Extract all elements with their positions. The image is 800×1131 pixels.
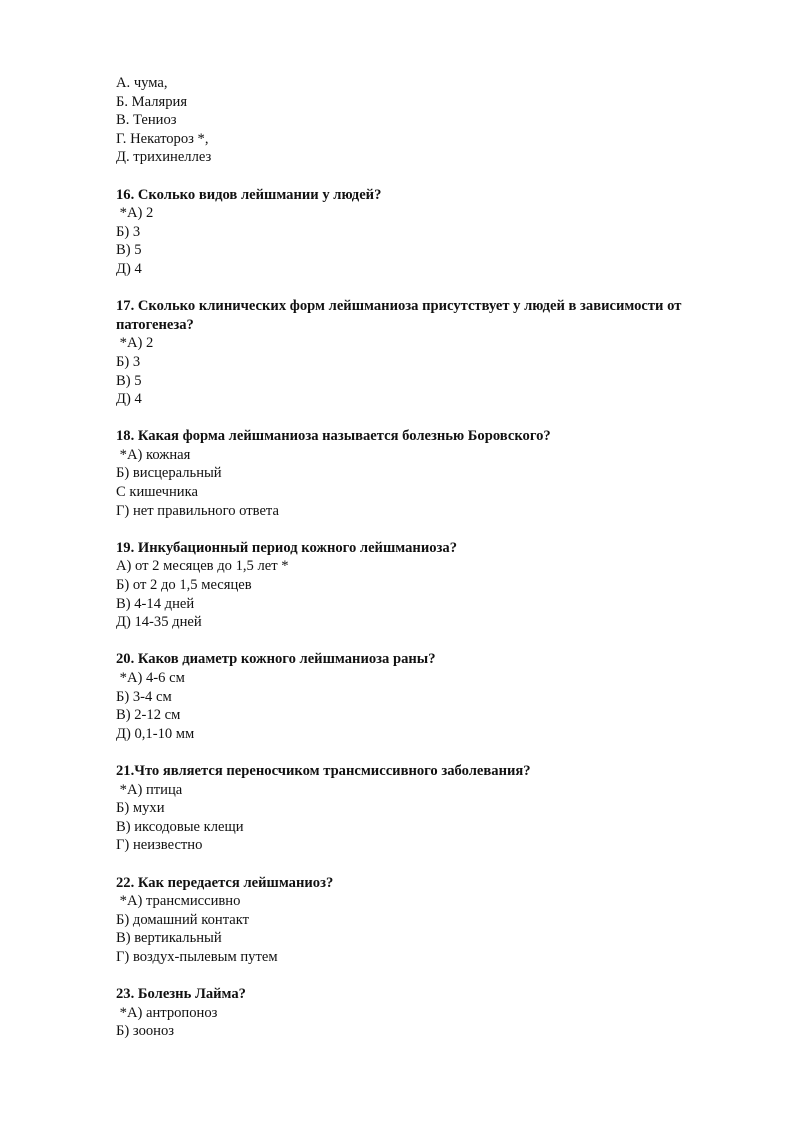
intro-options-block xyxy=(116,74,756,167)
answer-option: Б) висцеральный xyxy=(116,465,222,482)
answer-option: В) 4-14 дней xyxy=(116,595,195,612)
answer-option: *А) птица xyxy=(116,781,183,798)
answer-option: Д. трихинеллез xyxy=(116,149,212,166)
answer-option: *А) трансмиссивно xyxy=(116,893,241,910)
answer-option: *А) 4-6 см xyxy=(116,670,185,686)
answer-option: Б) домашний контакт xyxy=(116,911,250,928)
answer-option: Б) 3-4 см xyxy=(116,688,172,705)
answer-option: А) от 2 месяцев до 1,5 лет * xyxy=(116,558,289,575)
answer-option: В) вертикальный xyxy=(116,930,222,947)
answer-option: В) 5 xyxy=(116,242,142,259)
question-block-21 xyxy=(116,762,756,855)
answer-option: Г) воздух-пылевым путем xyxy=(116,948,278,965)
question-text: 23. Болезнь Лайма? xyxy=(116,986,246,1003)
answer-option: С кишечника xyxy=(116,484,198,501)
question-text: 18. Какая форма лейшманиоза называется болезнью Боровского? xyxy=(116,428,551,445)
answer-option: *А) 2 xyxy=(116,335,154,352)
answer-option: Д) 4 xyxy=(116,391,142,408)
question-text: 19. Инкубационный период кожного лейшманиоза? xyxy=(116,539,457,556)
answer-option: Б) 3 xyxy=(116,353,141,370)
answer-option: Б) мухи xyxy=(116,800,165,817)
answer-option: А. чума, xyxy=(116,75,168,91)
answer-option: В. Тениоз xyxy=(116,112,177,129)
question-block-23 xyxy=(116,985,756,1041)
answer-option: *А) антропоноз xyxy=(116,1004,218,1021)
answer-option: Б) от 2 до 1,5 месяцев xyxy=(116,577,252,594)
question-block-18 xyxy=(116,427,756,520)
question-block-17 xyxy=(116,297,756,409)
answer-option: Д) 0,1-10 мм xyxy=(116,725,195,742)
answer-option: В) иксодовые клещи xyxy=(116,818,244,835)
question-block-20 xyxy=(116,650,756,743)
question-text: 16. Сколько видов лейшмании у людей? xyxy=(116,186,382,203)
question-text: 22. Как передается лейшманиоз? xyxy=(116,874,334,891)
answer-option: *А) 2 xyxy=(116,205,154,222)
document-content xyxy=(116,74,756,1041)
answer-option: Б) зооноз xyxy=(116,1023,175,1040)
answer-option: Б) 3 xyxy=(116,223,141,240)
answer-option: Г. Некатороз *, xyxy=(116,130,209,147)
question-text: 21.Что является переносчиком трансмиссивного заболевания? xyxy=(116,762,531,779)
question-text: 17. Сколько клинических форм лейшманиоза присутствует у людей в зависимости от патогенеза? xyxy=(116,298,682,333)
answer-option: В) 5 xyxy=(116,372,142,389)
answer-option: Г) неизвестно xyxy=(116,837,203,854)
answer-option: В) 2-12 см xyxy=(116,707,181,724)
question-block-22 xyxy=(116,874,756,967)
answer-option: Д) 14-35 дней xyxy=(116,614,202,631)
answer-option: Д) 4 xyxy=(116,260,142,277)
question-block-16 xyxy=(116,186,756,279)
answer-option: Б. Малярия xyxy=(116,93,188,110)
question-text: 20. Каков диаметр кожного лейшманиоза раны? xyxy=(116,651,436,668)
answer-option: *А) кожная xyxy=(116,446,191,463)
answer-option: Г) нет правильного ответа xyxy=(116,502,279,519)
question-block-19 xyxy=(116,539,756,632)
